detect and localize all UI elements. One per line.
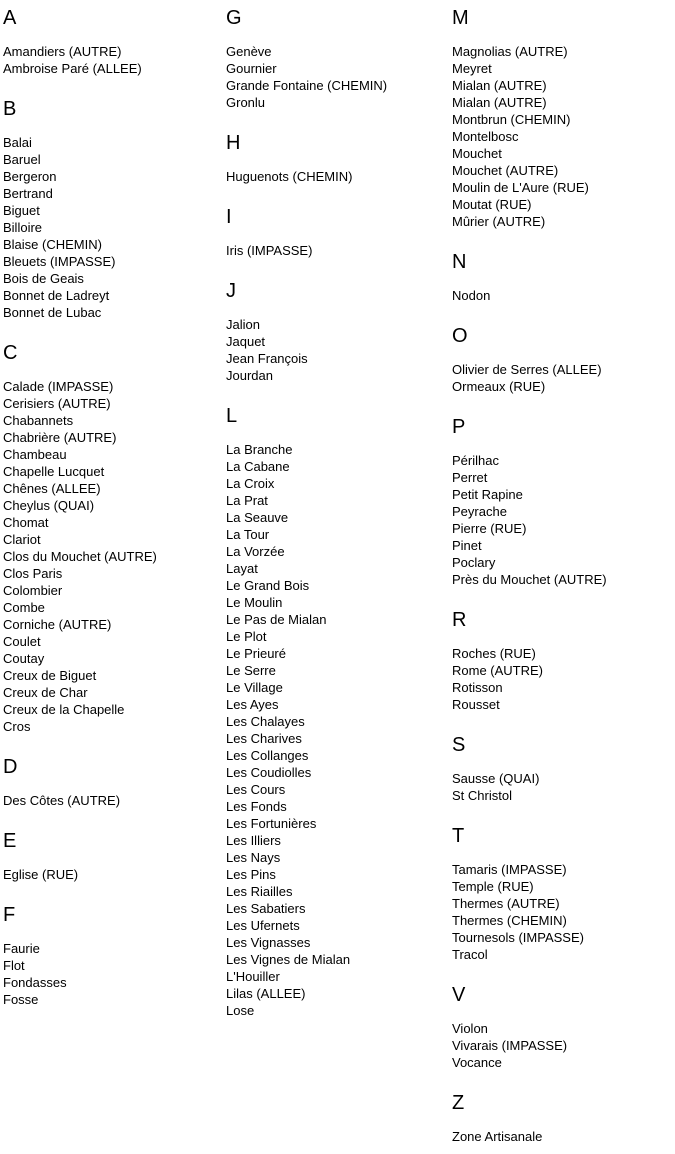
street-entry: Chabrière (AUTRE) bbox=[3, 430, 117, 445]
column bbox=[452, 6, 675, 1145]
street-entry: La Branche bbox=[226, 442, 293, 457]
street-entry: Rome (AUTRE) bbox=[452, 663, 544, 678]
street-entry: Colombier bbox=[3, 583, 63, 598]
street-entry: Mialan (AUTRE) bbox=[452, 95, 547, 110]
street-entry: Les Vignasses bbox=[226, 935, 311, 950]
letter-section-t bbox=[452, 824, 675, 963]
street-entry: Olivier de Serres (ALLEE) bbox=[452, 362, 602, 377]
street-entry: Bonnet de Ladreyt bbox=[3, 288, 110, 303]
street-entry: Cheylus (QUAI) bbox=[3, 498, 95, 513]
letter-heading: C bbox=[3, 342, 18, 364]
street-entry: Flot bbox=[3, 958, 25, 973]
street-entry: Clos du Mouchet (AUTRE) bbox=[3, 549, 157, 564]
street-entry: Chomat bbox=[3, 515, 49, 530]
street-entry: Coulet bbox=[3, 634, 41, 649]
street-entry: Rotisson bbox=[452, 680, 503, 695]
street-entry: Les Vignes de Mialan bbox=[226, 952, 351, 967]
street-entry: Meyret bbox=[452, 61, 492, 76]
street-entry: L'Houiller bbox=[226, 969, 280, 984]
street-entry: Montelbosc bbox=[452, 129, 519, 144]
street-entry: Les Nays bbox=[226, 850, 281, 865]
letter-section-m bbox=[452, 6, 675, 230]
street-entry: Mûrier (AUTRE) bbox=[452, 214, 546, 229]
street-entry: Gronlu bbox=[226, 95, 266, 110]
letter-section-z bbox=[452, 1091, 675, 1145]
street-entry: Jaquet bbox=[226, 334, 266, 349]
street-entry: Mouchet (AUTRE) bbox=[452, 163, 559, 178]
street-entry: Chabannets bbox=[3, 413, 74, 428]
street-entry: Mialan (AUTRE) bbox=[452, 78, 547, 93]
letter-section-i bbox=[226, 205, 452, 259]
street-entry: Nodon bbox=[452, 288, 491, 303]
street-entry: Mouchet bbox=[452, 146, 502, 161]
street-entry: Chambeau bbox=[3, 447, 67, 462]
letter-section-e bbox=[3, 829, 226, 883]
street-entry: Tamaris (IMPASSE) bbox=[452, 862, 567, 877]
street-entry: Cros bbox=[3, 719, 31, 734]
letter-section-n bbox=[452, 250, 675, 304]
street-entry: Iris (IMPASSE) bbox=[226, 243, 313, 258]
street-entry: Calade (IMPASSE) bbox=[3, 379, 114, 394]
street-entry: Le Pas de Mialan bbox=[226, 612, 327, 627]
letter-heading: H bbox=[226, 132, 241, 154]
street-entry: Roches (RUE) bbox=[452, 646, 536, 661]
street-entry: La Cabane bbox=[226, 459, 290, 474]
street-entry: Biguet bbox=[3, 203, 40, 218]
letter-heading: G bbox=[226, 7, 242, 29]
letter-heading: F bbox=[3, 904, 16, 926]
street-entry: Grande Fontaine (CHEMIN) bbox=[226, 78, 388, 93]
street-entry: Les Fortunières bbox=[226, 816, 317, 831]
street-entry: Sausse (QUAI) bbox=[452, 771, 540, 786]
letter-section-g bbox=[226, 6, 452, 111]
street-entry: Vocance bbox=[452, 1055, 502, 1070]
street-entry: Les Pins bbox=[226, 867, 276, 882]
street-entry: Eglise (RUE) bbox=[3, 867, 79, 882]
street-entry: Billoire bbox=[3, 220, 43, 235]
column bbox=[226, 6, 452, 1019]
street-entry: Les Ufernets bbox=[226, 918, 300, 933]
letter-section-l bbox=[226, 404, 452, 1019]
letter-heading: B bbox=[3, 98, 17, 120]
street-entry: La Seauve bbox=[226, 510, 289, 525]
street-entry: Lose bbox=[226, 1003, 255, 1018]
street-entry: Creux de Char bbox=[3, 685, 88, 700]
street-entry: Des Côtes (AUTRE) bbox=[3, 793, 121, 808]
street-entry: Les Sabatiers bbox=[226, 901, 306, 916]
letter-heading: S bbox=[452, 734, 466, 756]
street-entry: Bergeron bbox=[3, 169, 57, 184]
street-entry: Vivarais (IMPASSE) bbox=[452, 1038, 568, 1053]
letter-heading: E bbox=[3, 830, 17, 852]
street-entry: Bois de Geais bbox=[3, 271, 84, 286]
letter-section-d bbox=[3, 755, 226, 809]
letter-heading: M bbox=[452, 7, 469, 29]
street-entry: Le Moulin bbox=[226, 595, 283, 610]
street-entry: Près du Mouchet (AUTRE) bbox=[452, 572, 607, 587]
street-entry: Thermes (AUTRE) bbox=[452, 896, 560, 911]
street-entry: Jean François bbox=[226, 351, 308, 366]
street-entry: Les Collanges bbox=[226, 748, 309, 763]
street-entry: Huguenots (CHEMIN) bbox=[226, 169, 353, 184]
street-entry: Tournesols (IMPASSE) bbox=[452, 930, 584, 945]
street-entry: Chapelle Lucquet bbox=[3, 464, 105, 479]
letter-section-j bbox=[226, 279, 452, 384]
letter-section-c bbox=[3, 341, 226, 735]
street-entry: Périlhac bbox=[452, 453, 499, 468]
street-entry: Le Grand Bois bbox=[226, 578, 310, 593]
street-entry: Montbrun (CHEMIN) bbox=[452, 112, 571, 127]
street-entry: Jalion bbox=[226, 317, 260, 332]
street-entry: Les Ayes bbox=[226, 697, 279, 712]
street-entry: Bleuets (IMPASSE) bbox=[3, 254, 116, 269]
letter-heading: T bbox=[452, 825, 465, 847]
street-entry: Zone Artisanale bbox=[452, 1129, 543, 1144]
letter-heading: P bbox=[452, 416, 466, 438]
street-entry: St Christol bbox=[452, 788, 512, 803]
street-entry: Fosse bbox=[3, 992, 39, 1007]
letter-section-f bbox=[3, 903, 226, 1008]
street-entry: Amandiers (AUTRE) bbox=[3, 44, 122, 59]
letter-heading: I bbox=[226, 206, 232, 228]
letter-heading: Z bbox=[452, 1092, 465, 1114]
street-entry: Poclary bbox=[452, 555, 496, 570]
letter-section-a bbox=[3, 6, 226, 77]
street-entry: Corniche (AUTRE) bbox=[3, 617, 112, 632]
street-entry: La Croix bbox=[226, 476, 275, 491]
street-entry: Lilas (ALLEE) bbox=[226, 986, 306, 1001]
street-entry: Genève bbox=[226, 44, 272, 59]
street-entry: Ormeaux (RUE) bbox=[452, 379, 546, 394]
street-entry: Baruel bbox=[3, 152, 41, 167]
street-entry: Magnolias (AUTRE) bbox=[452, 44, 568, 59]
street-entry: Coutay bbox=[3, 651, 45, 666]
street-entry: Les Riailles bbox=[226, 884, 293, 899]
street-entry: Gournier bbox=[226, 61, 277, 76]
street-entry: Moulin de L'Aure (RUE) bbox=[452, 180, 589, 195]
letter-heading: R bbox=[452, 609, 467, 631]
column bbox=[3, 6, 226, 1008]
letter-section-h bbox=[226, 131, 452, 185]
street-entry: Petit Rapine bbox=[452, 487, 523, 502]
street-entry: La Prat bbox=[226, 493, 268, 508]
street-entry: Fondasses bbox=[3, 975, 67, 990]
street-entry: Les Cours bbox=[226, 782, 286, 797]
street-entry: Rousset bbox=[452, 697, 500, 712]
letter-heading: N bbox=[452, 251, 467, 273]
letter-heading: D bbox=[3, 756, 18, 778]
street-entry: Thermes (CHEMIN) bbox=[452, 913, 567, 928]
street-entry: La Vorzée bbox=[226, 544, 285, 559]
street-entry: La Tour bbox=[226, 527, 270, 542]
letter-section-r bbox=[452, 608, 675, 713]
street-entry: Ambroise Paré (ALLEE) bbox=[3, 61, 142, 76]
street-entry: Blaise (CHEMIN) bbox=[3, 237, 102, 252]
street-entry: Jourdan bbox=[226, 368, 273, 383]
street-entry: Les Coudiolles bbox=[226, 765, 312, 780]
street-entry: Violon bbox=[452, 1021, 488, 1036]
street-entry: Balai bbox=[3, 135, 32, 150]
letter-heading: J bbox=[226, 280, 236, 302]
street-entry: Moutat (RUE) bbox=[452, 197, 532, 212]
street-entry: Les Charives bbox=[226, 731, 302, 746]
letter-section-p bbox=[452, 415, 675, 588]
street-entry: Bonnet de Lubac bbox=[3, 305, 102, 320]
letter-section-s bbox=[452, 733, 675, 804]
street-entry: Combe bbox=[3, 600, 45, 615]
letter-heading: O bbox=[452, 325, 468, 347]
street-entry: Layat bbox=[226, 561, 258, 576]
letter-section-o bbox=[452, 324, 675, 395]
letter-heading: L bbox=[226, 405, 238, 427]
street-entry: Tracol bbox=[452, 947, 488, 962]
street-entry: Chênes (ALLEE) bbox=[3, 481, 101, 496]
street-entry: Peyrache bbox=[452, 504, 507, 519]
street-entry: Pinet bbox=[452, 538, 482, 553]
street-entry: Perret bbox=[452, 470, 488, 485]
letter-section-v bbox=[452, 983, 675, 1071]
street-entry: Temple (RUE) bbox=[452, 879, 534, 894]
street-entry: Clos Paris bbox=[3, 566, 63, 581]
street-entry: Les Illiers bbox=[226, 833, 281, 848]
street-entry: Les Chalayes bbox=[226, 714, 305, 729]
street-entry: Faurie bbox=[3, 941, 40, 956]
street-entry: Le Prieuré bbox=[226, 646, 286, 661]
letter-heading: V bbox=[452, 984, 466, 1006]
street-entry: Bertrand bbox=[3, 186, 53, 201]
street-entry: Clariot bbox=[3, 532, 41, 547]
street-entry: Le Serre bbox=[226, 663, 276, 678]
street-entry: Les Fonds bbox=[226, 799, 287, 814]
street-entry: Creux de la Chapelle bbox=[3, 702, 125, 717]
street-entry: Cerisiers (AUTRE) bbox=[3, 396, 111, 411]
street-entry: Creux de Biguet bbox=[3, 668, 97, 683]
letter-heading: A bbox=[3, 7, 17, 29]
street-entry: Pierre (RUE) bbox=[452, 521, 527, 536]
letter-section-b bbox=[3, 97, 226, 321]
street-entry: Le Plot bbox=[226, 629, 267, 644]
street-entry: Le Village bbox=[226, 680, 283, 695]
